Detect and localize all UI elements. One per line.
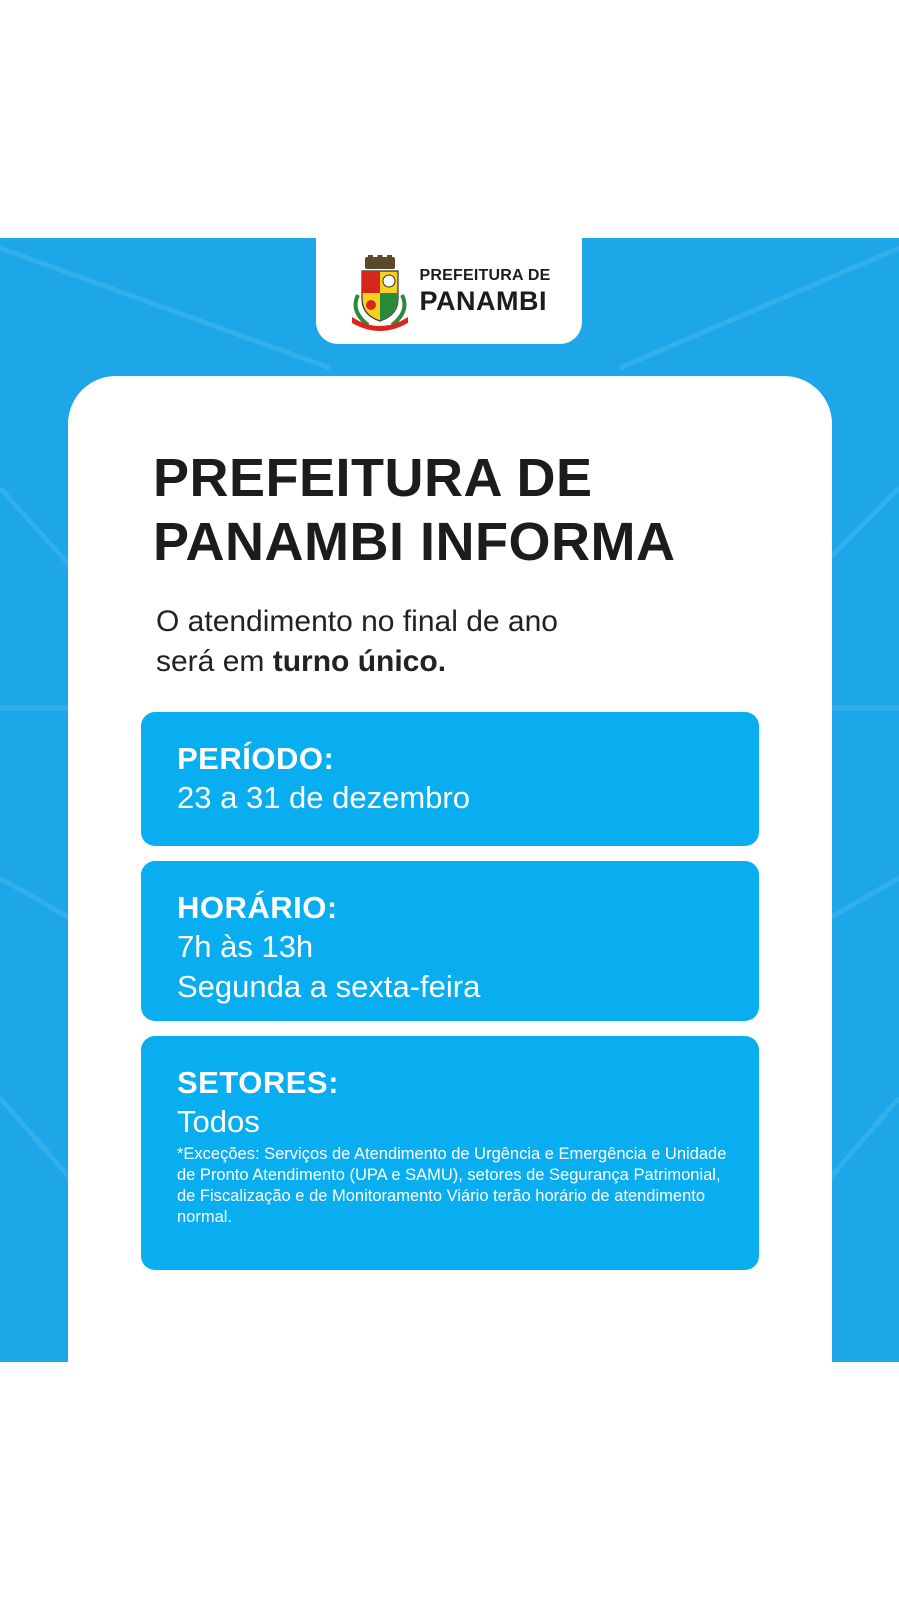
logo-line-1: PREFEITURA DE [419,266,551,284]
coat-of-arms-icon [348,255,412,331]
content-card [68,376,832,1362]
logo-text [420,268,551,315]
headline-line-1: PREFEITURA DE [153,448,593,508]
hours-box [141,861,759,1021]
headline [153,446,675,574]
hours-title: HORÁRIO: [177,890,338,925]
sectors-value: Todos [177,1104,260,1139]
sectors-box [141,1036,759,1270]
sectors-exceptions-note: *Exceções: Serviços de Atendimento de Urgência e Emergência e Unidade de Pronto Atendimento (UPA e SAMU), setores de Segurança Patrimonial, de Fiscalização e de Monitoramento Viário terão horário de atendimento normal. [177,1145,727,1226]
hours-days: Segunda a sexta-feira [177,969,481,1004]
intro-text [156,602,558,682]
period-title: PERÍODO: [177,741,335,776]
intro-line-2-prefix: será em [156,645,273,678]
period-box [141,712,759,846]
headline-line-2: PANAMBI INFORMA [153,512,676,572]
period-value: 23 a 31 de dezembro [177,780,470,815]
hours-time: 7h às 13h [177,929,314,964]
intro-line-1: O atendimento no final de ano [156,605,558,638]
intro-line-2-bold: turno único. [272,645,447,678]
sectors-title: SETORES: [177,1065,339,1100]
logo-tab [316,238,582,344]
logo-line-2: PANAMBI [419,285,548,316]
